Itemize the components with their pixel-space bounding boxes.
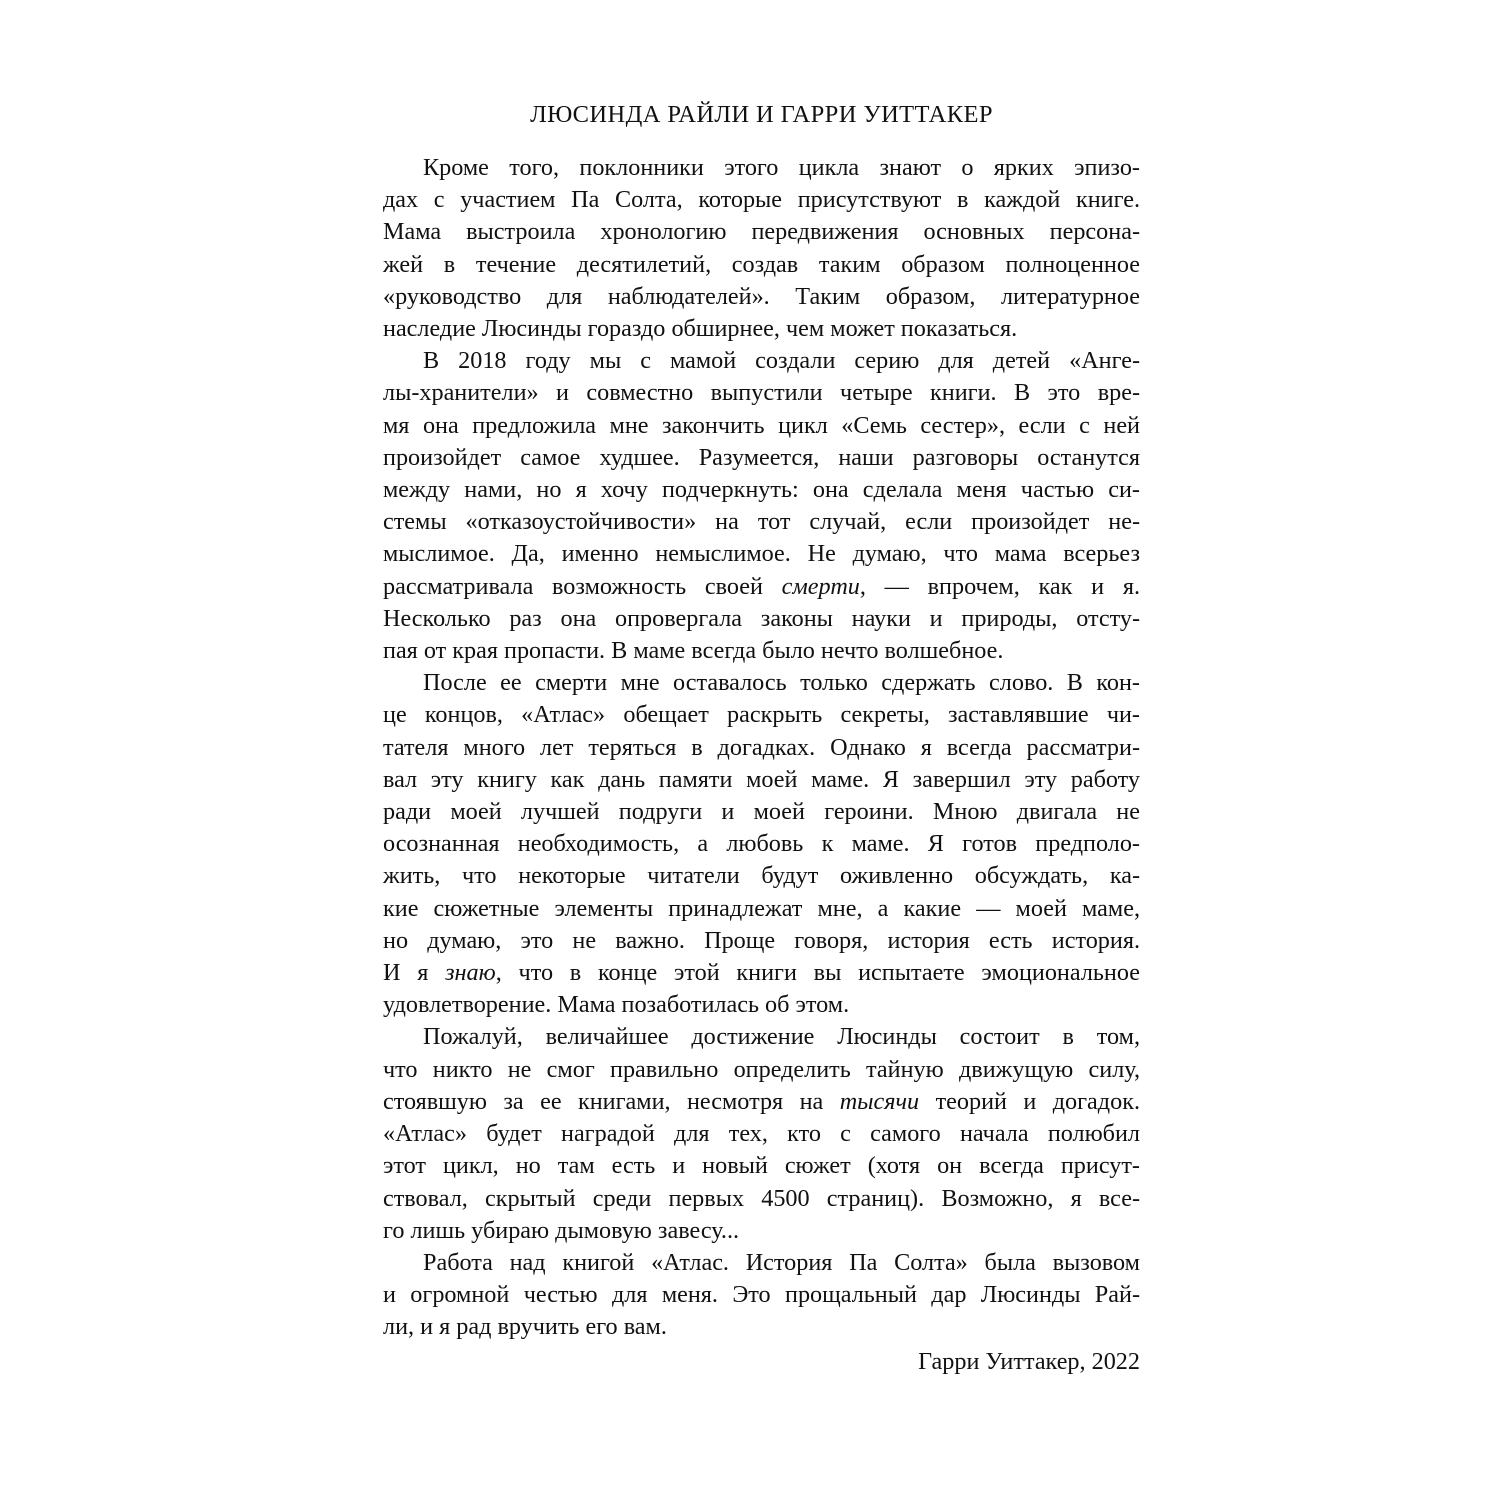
text-line: мыслимое. Да, именно немыслимое. Не думаю, что мама всерьез: [383, 540, 1140, 568]
text-line: ствовал, скрытый среди первых 4500 страниц). Возможно, я все-: [383, 1184, 1140, 1212]
emphasis-text: смерти: [781, 572, 860, 600]
text-line: наследие Люсинды гораздо обширнее, чем может показаться.: [383, 315, 1018, 343]
paragraph-4: [383, 1021, 1140, 1246]
text-line: осознанная необходимость, а любовь к маме. Я готов предполо-: [383, 830, 1140, 858]
text-line: В 2018 году мы с мамой создали серию для детей «Анге-: [423, 347, 1140, 375]
text-line: произойдет самое худшее. Разумеется, наши разговоры останутся: [383, 443, 1140, 471]
text-line: жить, что некоторые читатели будут оживленно обсуждать, ка-: [383, 862, 1140, 890]
text-line: вал эту книгу как дань памяти моей маме. Я завершил эту работу: [383, 765, 1140, 793]
text-line: стемы «отказоустойчивости» на тот случай, если произойдет не-: [383, 508, 1140, 536]
text-line: удовлетворение. Мама позаботилась об этом.: [383, 991, 850, 1019]
paragraph-2: [383, 345, 1140, 667]
text-segment: , — впрочем, как и я.: [859, 572, 1140, 600]
text-line: этот цикл, но там есть и новый сюжет (хотя он всегда присут-: [383, 1152, 1140, 1180]
text-line: це концов, «Атлас» обещает раскрыть секреты, заставлявшие чи-: [383, 701, 1140, 729]
text-segment: стоявшую за ее книгами, несмотря на: [383, 1087, 840, 1115]
text-line: и огромной честью для меня. Это прощальный дар Люсинды Рай-: [383, 1281, 1140, 1309]
paragraph-1: [383, 152, 1140, 345]
text-line: лы-хранители» и совместно выпустили четыре книги. В это вре-: [383, 379, 1140, 407]
text-line: кие сюжетные элементы принадлежат мне, а какие — моей маме,: [383, 894, 1140, 922]
text-line: ли, и я рад вручить его вам.: [383, 1313, 667, 1341]
text-line: жей в течение десятилетий, создав таким образом полноценное: [383, 250, 1140, 278]
text-segment: , что в конце этой книги вы испытаете эмоциональное: [495, 959, 1140, 987]
text-line: что никто не смог правильно определить тайную движущую силу,: [383, 1055, 1140, 1083]
running-head: ЛЮСИНДА РАЙЛИ И ГАРРИ УИТТАКЕР: [530, 101, 993, 128]
text-line: [383, 957, 1140, 989]
author-signature: Гарри Уиттакер, 2022: [918, 1347, 1140, 1375]
text-line: Пожалуй, величайшее достижение Люсинды состоит в том,: [423, 1023, 1140, 1051]
text-line: [383, 1086, 1140, 1118]
text-line: Мама выстроила хронологию передвижения основных персона-: [383, 218, 1140, 246]
paragraph-3: [383, 667, 1140, 1021]
text-line: мя она предложила мне закончить цикл «Семь сестер», если с ней: [383, 411, 1140, 439]
emphasis-text: знаю: [445, 959, 496, 987]
text-segment: теорий и догадок.: [919, 1087, 1140, 1115]
book-page: [383, 95, 1140, 1378]
text-line: Работа над книгой «Атлас. История Па Солта» была вызовом: [423, 1248, 1140, 1276]
text-line: ради моей лучшей подруги и моей героини. Мною двигала не: [383, 798, 1140, 826]
text-line: «руководство для наблюдателей». Таким образом, литературное: [383, 282, 1140, 310]
emphasis-text: тысячи: [839, 1087, 920, 1115]
text-line: Несколько раз она опровергала законы науки и природы, отсту-: [383, 604, 1140, 632]
text-line: между нами, но я хочу подчеркнуть: она сделала меня частью си-: [383, 476, 1140, 504]
text-segment: рассматривала возможность своей: [383, 572, 782, 600]
text-segment: И я: [383, 959, 446, 987]
text-line: [383, 571, 1140, 603]
text-line: дах с участием Па Солта, которые присутствуют в каждой книге.: [383, 186, 1140, 214]
paragraph-5: [383, 1247, 1140, 1344]
text-line: пая от края пропасти. В маме всегда было нечто волшебное.: [383, 637, 1004, 665]
text-line: го лишь убираю дымовую завесу...: [383, 1216, 740, 1244]
text-line: «Атлас» будет наградой для тех, кто с самого начала полюбил: [383, 1120, 1140, 1148]
text-line: После ее смерти мне оставалось только сдержать слово. В кон-: [423, 669, 1140, 697]
text-line: Кроме того, поклонники этого цикла знают о ярких эпизо-: [423, 154, 1140, 181]
text-line: но думаю, это не важно. Проще говоря, история есть история.: [383, 926, 1140, 954]
text-line: тателя много лет теряться в догадках. Однако я всегда рассматри-: [383, 733, 1140, 761]
